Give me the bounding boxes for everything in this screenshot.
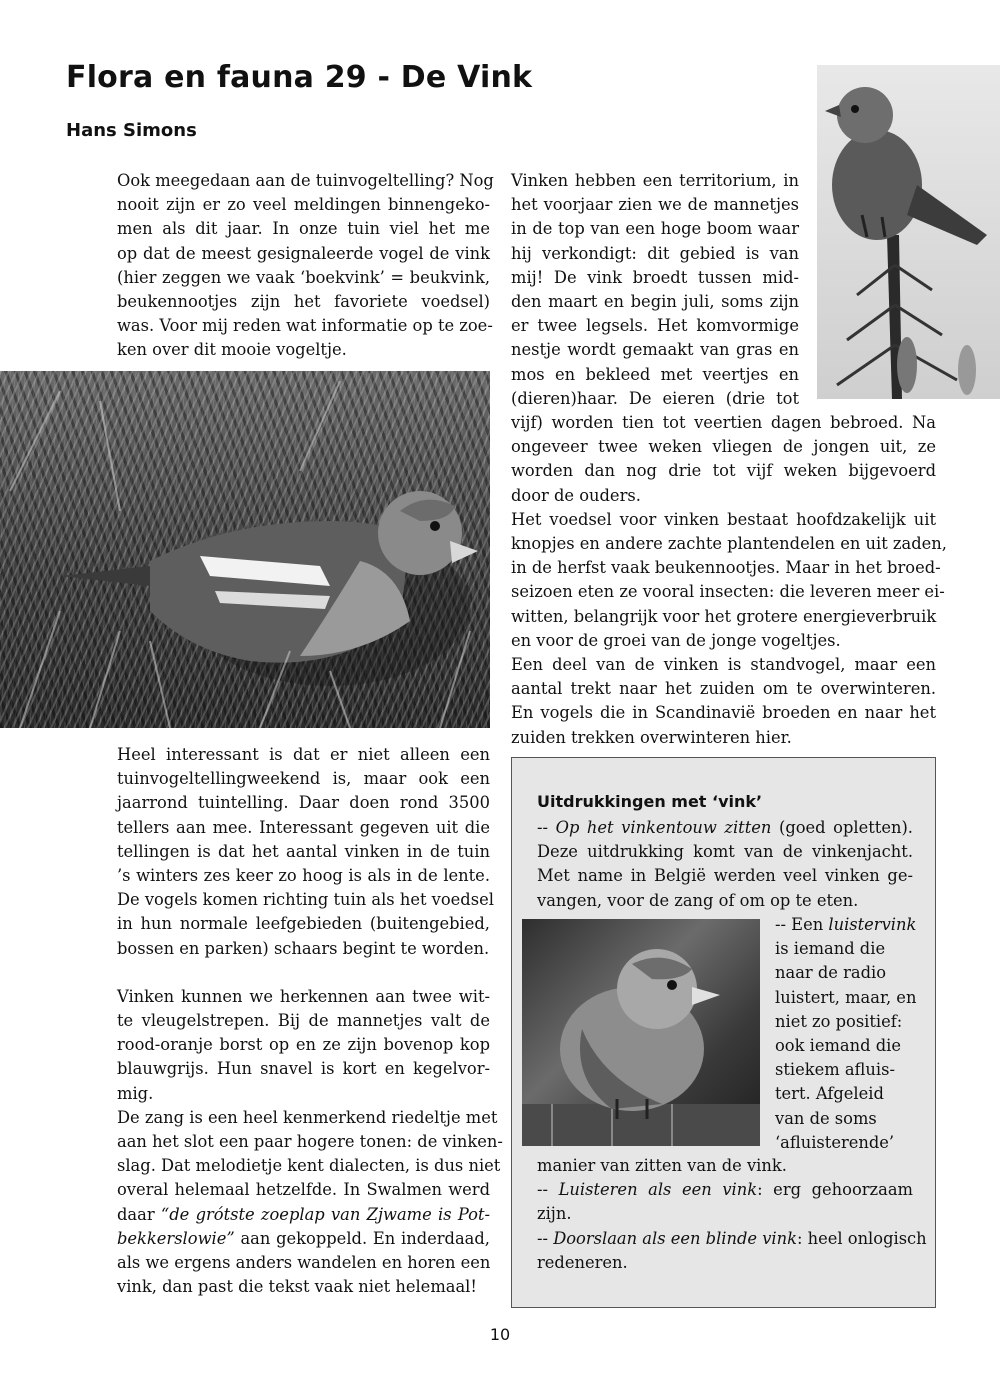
text-line: Met name in België werden veel vinken ge- — [537, 866, 913, 886]
text-line: naar de radio — [775, 963, 887, 983]
text-line: was. Voor mij reden wat informatie op te zoe- — [117, 316, 493, 336]
text-line: den maart en begin juli, soms zijn — [511, 292, 799, 312]
text-line: tuinvogeltellingweekend is, maar ook een — [117, 769, 490, 789]
intro-paragraph — [117, 169, 494, 363]
text-line: tert. Afgeleid — [775, 1084, 884, 1104]
text-fragment: : erg gehoorzaam — [757, 1180, 913, 1200]
text-line — [775, 913, 915, 937]
text-line: ’s winters zes keer zo hoog is als in de lente. — [117, 866, 490, 886]
expression-1 — [537, 816, 913, 913]
text-fragment: daar — [117, 1204, 155, 1224]
expression-term: luistervink — [828, 915, 917, 934]
text-line: jaarrond tuintelling. Daar doen rond 3500 — [117, 793, 490, 813]
expression-2 — [775, 913, 915, 1155]
text-line: (dieren)haar. De eieren (drie tot — [511, 388, 799, 408]
text-line: van de soms — [775, 1108, 877, 1128]
chaffinch-fence-illustration — [522, 919, 760, 1146]
text-line: De zang is een heel kenmerkend riedeltje met — [117, 1107, 498, 1127]
expressions-3-4 — [537, 1154, 927, 1275]
text-line: Vinken hebben een territorium, in — [511, 171, 799, 190]
text-line: manier van zitten van de vink. — [537, 1156, 787, 1175]
text-fragment: -- — [537, 1228, 549, 1248]
text-line: Ook meegedaan aan de tuinvogeltelling? Nog — [117, 171, 494, 190]
text-line — [537, 1227, 927, 1251]
text-line: is iemand die — [775, 939, 886, 959]
chaffinch-illustration — [0, 371, 490, 728]
text-line: mij! De vink broedt tussen mid- — [511, 267, 799, 287]
text-line: vangen, voor de zang of om op te eten. — [537, 890, 859, 910]
text-line: in de herfst vaak beukennootjes. Maar in het broed- — [511, 558, 941, 578]
text-line: seizoen eten ze vooral insecten: die leveren meer ei- — [511, 582, 945, 602]
text-line: als we ergens anders wandelen en horen een — [117, 1253, 491, 1273]
page-title: Flora en fauna 29 - De Vink — [66, 60, 533, 95]
text-line: De vogels komen richting tuin als het voedsel — [117, 890, 494, 910]
text-line — [537, 816, 913, 840]
text-line: ‘afluisterende’ — [775, 1132, 895, 1152]
text-line: tellers aan mee. Interessant gegeven uit die — [117, 817, 490, 837]
text-line: redeneren. — [537, 1252, 628, 1272]
text-line: vijf) worden tien tot veertien dagen bebroed. Na — [511, 413, 936, 432]
text-line: mig. — [117, 1083, 154, 1103]
text-line: bossen en parken) schaars begint te worden. — [117, 938, 490, 958]
expression-term: Op het vinkentouw zitten — [555, 818, 772, 837]
dialect-quote: “de grótste zoeplap van Zjwame is Pot- — [160, 1204, 490, 1224]
text-line: tellingen is dat het aantal vinken in de tuin — [117, 841, 490, 861]
text-line: ken over dit mooie vogeltje. — [117, 340, 347, 360]
text-fragment: -- — [537, 818, 549, 837]
dialect-quote: bekkerslowie” — [117, 1228, 235, 1248]
box-heading: Uitdrukkingen met ‘vink’ — [537, 792, 763, 811]
text-line: knopjes en andere zachte plantendelen en uit zaden, — [511, 534, 947, 554]
text-line: zuiden trekken overwinteren hier. — [511, 727, 792, 747]
text-line: ook iemand die — [775, 1036, 901, 1056]
text-line: en voor de groei van de jonge vogeltjes. — [511, 630, 841, 650]
text-line: (hier zeggen we vaak ‘boekvink’ = beukvink, — [117, 267, 490, 287]
text-line: beukennootjes zijn het favoriete voedsel) — [117, 292, 490, 312]
text-line: stiekem afluis- — [775, 1060, 895, 1080]
text-line: Deze uitdrukking komt van de vinkenjacht. — [537, 842, 913, 862]
text-line: hij verkondigt: dit gebied is van — [511, 243, 799, 263]
text-fragment: aan gekoppeld. En inderdaad, — [240, 1228, 490, 1248]
text-line: zijn. — [537, 1204, 572, 1224]
right-narrow-text — [511, 169, 799, 411]
text-line: ongeveer twee weken vliegen de jongen uit, ze — [511, 437, 936, 457]
text-line: Het voedsel voor vinken bestaat hoofdzakelijk uit — [511, 509, 936, 529]
quote-line — [117, 1203, 490, 1227]
text-line: op dat de meest gesignaleerde vogel de vink — [117, 243, 490, 263]
text-line: nooit zijn er zo veel meldingen binnengeko- — [117, 195, 490, 215]
text-line: luistert, maar, en — [775, 987, 917, 1007]
text-line: nestje wordt gemaakt van gras en — [511, 340, 799, 360]
quote-line — [117, 1227, 490, 1251]
left-column-text — [117, 743, 503, 1299]
chaffinch-on-tree-photo — [817, 65, 1000, 399]
text-line: rood-oranje borst op en ze zijn bovenop kop — [117, 1035, 490, 1055]
text-line: aantal trekt naar het zuiden om te overwinteren. — [511, 679, 936, 699]
text-line: mos en bekleed met veertjes en — [511, 364, 799, 384]
chaffinch-tree-illustration — [817, 65, 1000, 399]
text-line: worden dan nog drie tot vijf weken bijgevoerd — [511, 461, 936, 481]
text-line: En vogels die in Scandinavië broeden en naar het — [511, 703, 936, 723]
text-line: men als dit jaar. In onze tuin viel het me — [117, 219, 490, 239]
right-wide-text — [511, 411, 947, 750]
text-line: door de ouders. — [511, 485, 641, 505]
text-line: Heel interessant is dat er niet alleen een — [117, 745, 490, 764]
text-fragment: -- — [537, 1180, 549, 1200]
text-line: blauwgrijs. Hun snavel is kort en kegelvor- — [117, 1059, 490, 1079]
text-line: overal helemaal hetzelfde. In Swalmen werd — [117, 1180, 490, 1200]
text-line: slag. Dat melodietje kent dialecten, is dus niet — [117, 1156, 501, 1176]
text-line: te vleugelstrepen. Bij de mannetjes valt de — [117, 1011, 490, 1031]
expressions-box — [511, 757, 936, 1308]
text-line: Vinken kunnen we herkennen aan twee wit- — [117, 986, 490, 1006]
text-line: witten, belangrijk voor het grotere energieverbruik — [511, 606, 937, 626]
text-line: het voorjaar zien we de mannetjes — [511, 195, 799, 215]
text-fragment: (goed opletten). — [778, 818, 913, 837]
text-line: er twee legsels. Het komvormige — [511, 316, 799, 336]
chaffinch-in-grass-photo — [0, 371, 490, 728]
chaffinch-on-fence-photo — [522, 919, 760, 1146]
text-line: in hun normale leefgebieden (buitengebied, — [117, 914, 490, 934]
text-line: Een deel van de vinken is standvogel, maar een — [511, 655, 936, 675]
text-line: aan het slot een paar hogere tonen: de vinken- — [117, 1132, 503, 1152]
page-number: 10 — [489, 1325, 511, 1344]
text-line — [537, 1178, 913, 1202]
text-line: niet zo positief: — [775, 1011, 903, 1031]
expression-term: Doorslaan als een blinde vink — [553, 1228, 797, 1248]
author-name: Hans Simons — [66, 120, 197, 141]
text-fragment: -- Een — [775, 915, 824, 934]
text-line: in de top van een hoge boom waar — [511, 219, 799, 239]
expression-term: Luisteren als een vink — [558, 1180, 758, 1200]
text-fragment: : heel onlogisch — [796, 1228, 927, 1248]
text-line: vink, dan past die tekst vaak niet helemaal! — [117, 1277, 477, 1297]
